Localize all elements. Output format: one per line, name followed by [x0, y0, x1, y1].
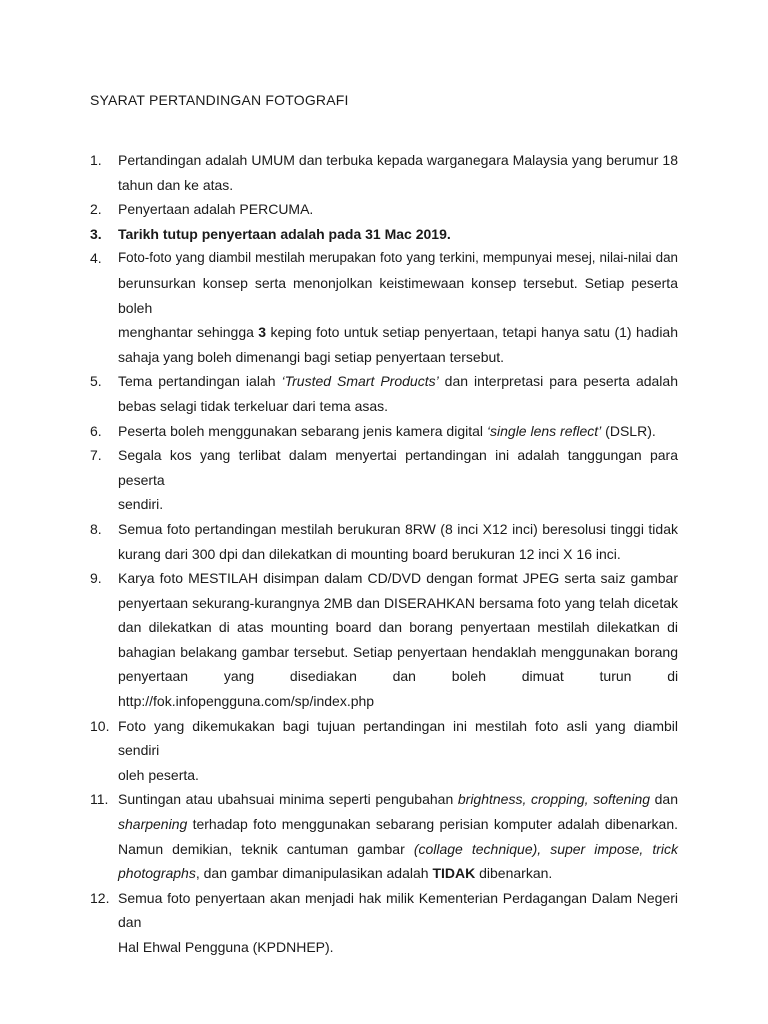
- rule-line-spread: [118, 664, 678, 689]
- rule-line: bahagian belakang gambar tersebut. Setiap penyertaan hendaklah menggunakan borang: [118, 643, 678, 660]
- rule-2: [90, 197, 678, 222]
- rule-1: [90, 148, 678, 197]
- rule-number: 2.: [90, 201, 102, 218]
- rule-line: kurang dari 300 dpi dan dilekatkan di mounting board berukuran 12 inci X 16 inci.: [118, 545, 621, 562]
- rule-line: Penyertaan adalah PERCUMA.: [118, 201, 314, 218]
- rule-line: Hal Ehwal Pengguna (KPDNHEP).: [118, 939, 334, 955]
- rule-line: sahaja yang boleh dimenangi bagi setiap penyertaan tersebut.: [118, 348, 505, 365]
- rule-text-bold: 3: [258, 324, 267, 341]
- rule-8: [90, 517, 678, 566]
- rule-11: [90, 787, 678, 885]
- rule-line: Semua foto penyertaan akan menjadi hak milik Kementerian Perdagangan Dalam Negeri dan: [118, 889, 678, 931]
- rule-number: 8.: [90, 520, 102, 537]
- rule-word: disediakan: [289, 668, 357, 685]
- rule-text: menghantar sehingga: [118, 324, 259, 341]
- rule-word: boleh: [451, 668, 486, 685]
- rule-text: Namun demikian, teknik cantuman gambar: [118, 840, 414, 857]
- rule-line: Tarikh tutup penyertaan adalah pada 31 Mac 2019.: [118, 225, 451, 242]
- rule-number: 1.: [90, 152, 102, 168]
- rule-7: [90, 443, 678, 517]
- rule-line: penyertaan sekurang-kurangnya 2MB dan DISERAHKAN bersama foto yang telah dicetak: [118, 594, 678, 611]
- rule-text: , dan gambar dimanipulasikan adalah: [195, 865, 433, 882]
- rule-line: dan dilekatkan di atas mounting board dan borang penyertaan mestilah dilekatkan di: [118, 619, 678, 636]
- rule-10: [90, 714, 678, 788]
- rule-text-italic: sharpening: [118, 816, 188, 833]
- rule-number: 3.: [90, 225, 102, 242]
- rule-line: Foto yang dikemukakan bagi tujuan pertandingan ini mestilah foto asli yang diambil sendiri: [118, 717, 678, 759]
- rule-text-italic: ‘Trusted Smart Products’: [281, 373, 439, 390]
- rule-word: dimuat: [521, 668, 564, 685]
- rule-word: yang: [223, 668, 255, 685]
- registration-url: http://fok.infopengguna.com/sp/index.php: [118, 693, 375, 710]
- rule-text: Peserta boleh menggunakan sebarang jenis kamera digital: [118, 422, 487, 439]
- rule-line: sendiri.: [118, 496, 164, 513]
- rule-text: Tema pertandingan ialah: [118, 373, 282, 390]
- rule-word: penyertaan: [118, 668, 189, 685]
- rule-number: 11.: [90, 791, 109, 808]
- rule-text-italic: photographs: [118, 865, 196, 882]
- rule-text: keping foto untuk setiap penyertaan, tetapi hanya satu (1) hadiah: [266, 324, 678, 341]
- rule-line: Semua foto pertandingan mestilah berukuran 8RW (8 inci X12 inci) beresolusi tinggi tidak: [118, 520, 678, 537]
- rule-line: [118, 837, 678, 862]
- rule-4: [90, 246, 678, 369]
- rule-number: 10.: [90, 717, 110, 734]
- rule-number: 4.: [90, 250, 102, 267]
- rule-line: [118, 812, 678, 837]
- rule-number: 5.: [90, 373, 102, 390]
- rule-word: turun: [599, 668, 632, 685]
- rule-line: oleh peserta.: [118, 766, 199, 783]
- rule-text: Suntingan atau ubahsuai minima seperti pengubahan: [118, 791, 458, 808]
- rule-text-italic: ‘single lens reflect’: [486, 422, 602, 439]
- rule-line: [118, 419, 678, 444]
- rule-number: 9.: [90, 570, 102, 587]
- rule-text-italic: brightness, cropping, softening: [457, 791, 651, 808]
- rule-line: [118, 787, 678, 812]
- rule-text: (DSLR).: [601, 422, 656, 439]
- rule-line: Foto-foto yang diambil mestilah merupakan foto yang terkini, mempunyai mesej, nilai-nilai dan: [118, 250, 678, 266]
- rule-number: 7.: [90, 447, 102, 464]
- rule-3: [90, 222, 678, 247]
- rule-text-bold: TIDAK: [432, 865, 476, 882]
- rule-9: [90, 566, 678, 714]
- rule-number: 12.: [90, 889, 110, 906]
- rule-word: di: [667, 668, 679, 685]
- rule-line: Pertandingan adalah UMUM dan terbuka kepada warganegara Malaysia yang berumur 18: [118, 152, 678, 168]
- rule-6: [90, 419, 678, 444]
- rule-line: tahun dan ke atas.: [118, 176, 234, 193]
- rule-text: terhadap foto menggunakan sebarang perisian komputer adalah dibenarkan.: [187, 816, 678, 833]
- rule-text: dan: [650, 791, 678, 808]
- rules-list: [90, 148, 678, 960]
- rule-line: Karya foto MESTILAH disimpan dalam CD/DVD dengan format JPEG serta saiz gambar: [118, 570, 678, 587]
- rule-number: 6.: [90, 422, 102, 439]
- rule-line: bebas selagi tidak terkeluar dari tema asas.: [118, 397, 389, 414]
- rule-line: [118, 369, 678, 394]
- rule-word: dan: [392, 668, 416, 685]
- rule-text: dan interpretasi para peserta adalah: [438, 373, 678, 390]
- rule-line: [118, 861, 678, 886]
- rule-12: [90, 886, 678, 960]
- rule-5: [90, 369, 678, 418]
- rule-line: Segala kos yang terlibat dalam menyertai pertandingan ini adalah tanggungan para peserta: [118, 447, 678, 488]
- rule-line: berunsurkan konsep serta menonjolkan keistimewaan konsep tersebut. Setiap peserta boleh: [118, 274, 678, 316]
- rule-line: [118, 320, 678, 345]
- rule-text: dibenarkan.: [475, 865, 553, 882]
- document-title: SYARAT PERTANDINGAN FOTOGRAFI: [90, 92, 349, 108]
- rule-text-italic: (collage technique), super impose, trick: [413, 840, 678, 857]
